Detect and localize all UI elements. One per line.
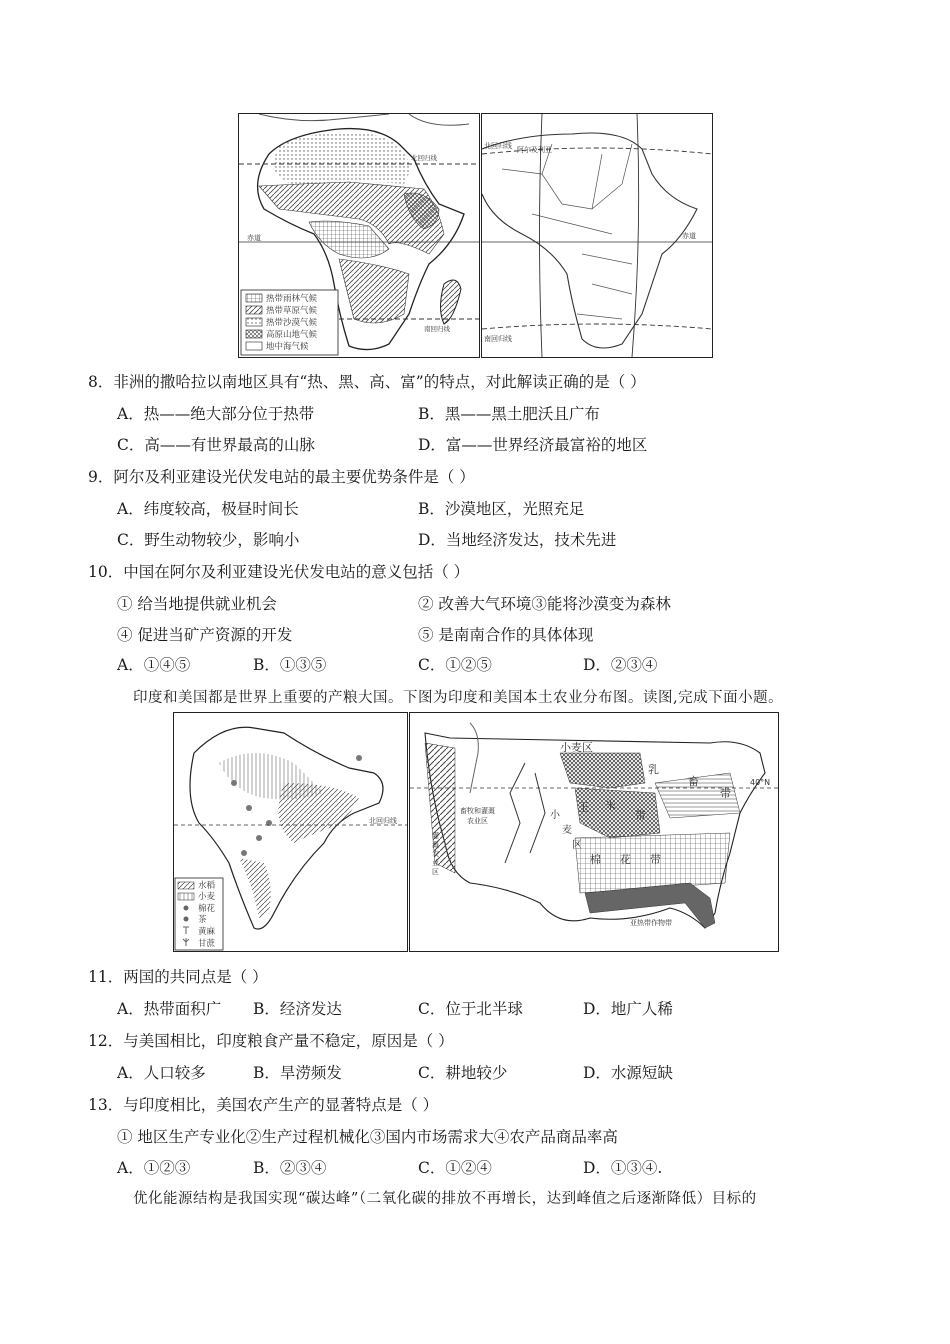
q12-stem: 12．与美国相比，印度粮食产量不稳定，原因是（ ） bbox=[88, 1032, 454, 1050]
q13-statements: ① 地区生产专业化②生产过程机械化③国内市场需求大④农产品商品率高 bbox=[117, 1128, 618, 1146]
legend-item: 高原山地气候 bbox=[266, 330, 318, 340]
q10-option-c[interactable]: C．①②⑤ bbox=[418, 656, 492, 674]
q8-option-b[interactable]: B．黑——黑土肥沃且广布 bbox=[418, 405, 600, 423]
india-map-graphic bbox=[174, 713, 407, 951]
q10-statement-1: ① 给当地提供就业机会 bbox=[117, 595, 277, 613]
q13-option-c[interactable]: C．①②④ bbox=[418, 1159, 492, 1177]
ranching-label-1: 畜牧和灌溉 bbox=[460, 807, 495, 815]
q9-option-d[interactable]: D．当地经济发达，技术先进 bbox=[418, 531, 617, 549]
q12-option-b[interactable]: B．旱涝频发 bbox=[253, 1064, 342, 1082]
dairy-char-3: 带 bbox=[720, 787, 731, 800]
west-label-char: 业 bbox=[432, 859, 439, 867]
q10-statement-4: ④ 促进当矿产资源的开发 bbox=[117, 626, 293, 644]
q11-option-b[interactable]: B．经济发达 bbox=[253, 1000, 342, 1018]
q10-statement-2: ② 改善大气环境③能将沙漠变为森林 bbox=[418, 595, 671, 613]
wheat2-char-2: 麦 bbox=[562, 825, 572, 836]
corn-char-3: 带 bbox=[635, 809, 646, 822]
africa-climate-map bbox=[238, 113, 480, 358]
intro-paragraph-2: 优化能源结构是我国实现“碳达峰”（二氧化碳的排放不再增长，达到峰值之后逐渐降低）目标的 bbox=[133, 1191, 757, 1207]
wheat2-char-3: 区 bbox=[572, 840, 582, 851]
wheat-region-label: 小麦区 bbox=[560, 741, 593, 754]
q11-option-d[interactable]: D．地广人稀 bbox=[583, 1000, 673, 1018]
equator-label: 赤道 bbox=[247, 234, 261, 242]
tropic-s-label: 南回归线 bbox=[424, 325, 450, 333]
cotton-char-1: 棉 bbox=[590, 853, 601, 866]
usa-map-graphic bbox=[410, 713, 778, 951]
q8-option-c[interactable]: C．高——有世界最高的山脉 bbox=[117, 436, 315, 454]
q12-option-a[interactable]: A．人口较多 bbox=[117, 1064, 206, 1082]
legend-item: 地中海气候 bbox=[266, 342, 309, 352]
algeria-map-graphic bbox=[482, 114, 712, 357]
west-label-char: 灌 bbox=[432, 832, 439, 840]
legend-item: 水稻 bbox=[198, 881, 216, 891]
subtropical-label: 亚热带作物带 bbox=[630, 919, 672, 927]
cotton-char-3: 带 bbox=[650, 853, 661, 866]
wheat2-char-1: 小 bbox=[550, 810, 560, 821]
legend-item: 茶 bbox=[198, 915, 207, 925]
legend-item: 黄麻 bbox=[198, 927, 216, 937]
legend-item: 热带雨林气候 bbox=[266, 294, 318, 304]
q12-option-d[interactable]: D．水源短缺 bbox=[583, 1064, 673, 1082]
algeria-label: 阿尔及利亚 bbox=[517, 146, 552, 154]
q8-stem: 8．非洲的撒哈拉以南地区具有“热、黑、高、富”的特点，对此解读正确的是（ ） bbox=[88, 373, 646, 391]
q8-option-a[interactable]: A．热——绝大部分位于热带 bbox=[117, 405, 315, 423]
corn-char-2: 米 bbox=[605, 799, 616, 812]
dairy-char-2: 畜 bbox=[688, 775, 699, 788]
q13-option-b[interactable]: B．②③④ bbox=[253, 1159, 327, 1177]
q10-stem: 10．中国在阿尔及利亚建设光伏发电站的意义包括（ ） bbox=[88, 563, 470, 581]
west-label-char: 溉 bbox=[432, 841, 439, 849]
q10-option-b[interactable]: B．①③⑤ bbox=[253, 656, 327, 674]
dairy-char-1: 乳 bbox=[648, 763, 659, 776]
q9-option-c[interactable]: C．野生动物较少，影响小 bbox=[117, 531, 300, 549]
legend-item: 热带沙漠气候 bbox=[266, 318, 318, 328]
q9-option-b[interactable]: B．沙漠地区，光照充足 bbox=[418, 500, 585, 518]
legend-item: 热带草原气候 bbox=[266, 306, 318, 316]
q10-option-d[interactable]: D．②③④ bbox=[583, 656, 658, 674]
q13-stem: 13．与印度相比，美国农产生产的显著特点是（ ） bbox=[88, 1096, 439, 1114]
india-agriculture-map bbox=[173, 712, 408, 952]
intro-paragraph: 印度和美国都是世界上重要的产粮大国。下图为印度和美国本土农业分布图。读图,完成下面小题。 bbox=[133, 690, 784, 706]
q9-stem: 9．阿尔及利亚建设光伏发电站的最主要优势条件是（ ） bbox=[88, 468, 475, 486]
tropic-n-label: 北回归线 bbox=[484, 142, 512, 150]
west-label-char: 区 bbox=[432, 868, 439, 876]
africa-climate-map-graphic bbox=[239, 114, 479, 357]
equator-label: 赤道 bbox=[682, 232, 696, 240]
q10-statement-5: ⑤ 是南南合作的具体体现 bbox=[418, 626, 594, 644]
q13-option-d[interactable]: D．①③④. bbox=[583, 1159, 663, 1177]
q8-option-d[interactable]: D．富——世界经济最富裕的地区 bbox=[418, 436, 648, 454]
west-label-char: 农 bbox=[432, 850, 439, 858]
algeria-map bbox=[481, 113, 713, 358]
q9-option-a[interactable]: A．纬度较高，极昼时间长 bbox=[117, 500, 299, 518]
q11-option-a[interactable]: A．热带面积广 bbox=[117, 1000, 222, 1018]
cotton-char-2: 花 bbox=[620, 853, 631, 866]
q11-stem: 11．两国的共同点是（ ） bbox=[88, 968, 268, 986]
q11-option-c[interactable]: C．位于北半球 bbox=[418, 1000, 523, 1018]
tropic-label: 北回归线 bbox=[369, 817, 397, 825]
ranching-label-2: 农业区 bbox=[467, 817, 488, 825]
legend-item: 棉花 bbox=[198, 904, 216, 914]
q10-option-a[interactable]: A．①④⑤ bbox=[117, 656, 191, 674]
usa-agriculture-map bbox=[409, 712, 779, 952]
legend-item: 小麦 bbox=[198, 892, 216, 902]
tropic-n-label: 北回归线 bbox=[411, 154, 437, 162]
latitude-label: 40°N bbox=[750, 778, 771, 787]
tropic-s-label: 南回归线 bbox=[484, 335, 512, 343]
legend-item: 甘蔗 bbox=[198, 939, 216, 949]
corn-char-1: 玉 bbox=[578, 801, 589, 814]
q13-option-a[interactable]: A．①②③ bbox=[117, 1159, 191, 1177]
q12-option-c[interactable]: C．耕地较少 bbox=[418, 1064, 508, 1082]
